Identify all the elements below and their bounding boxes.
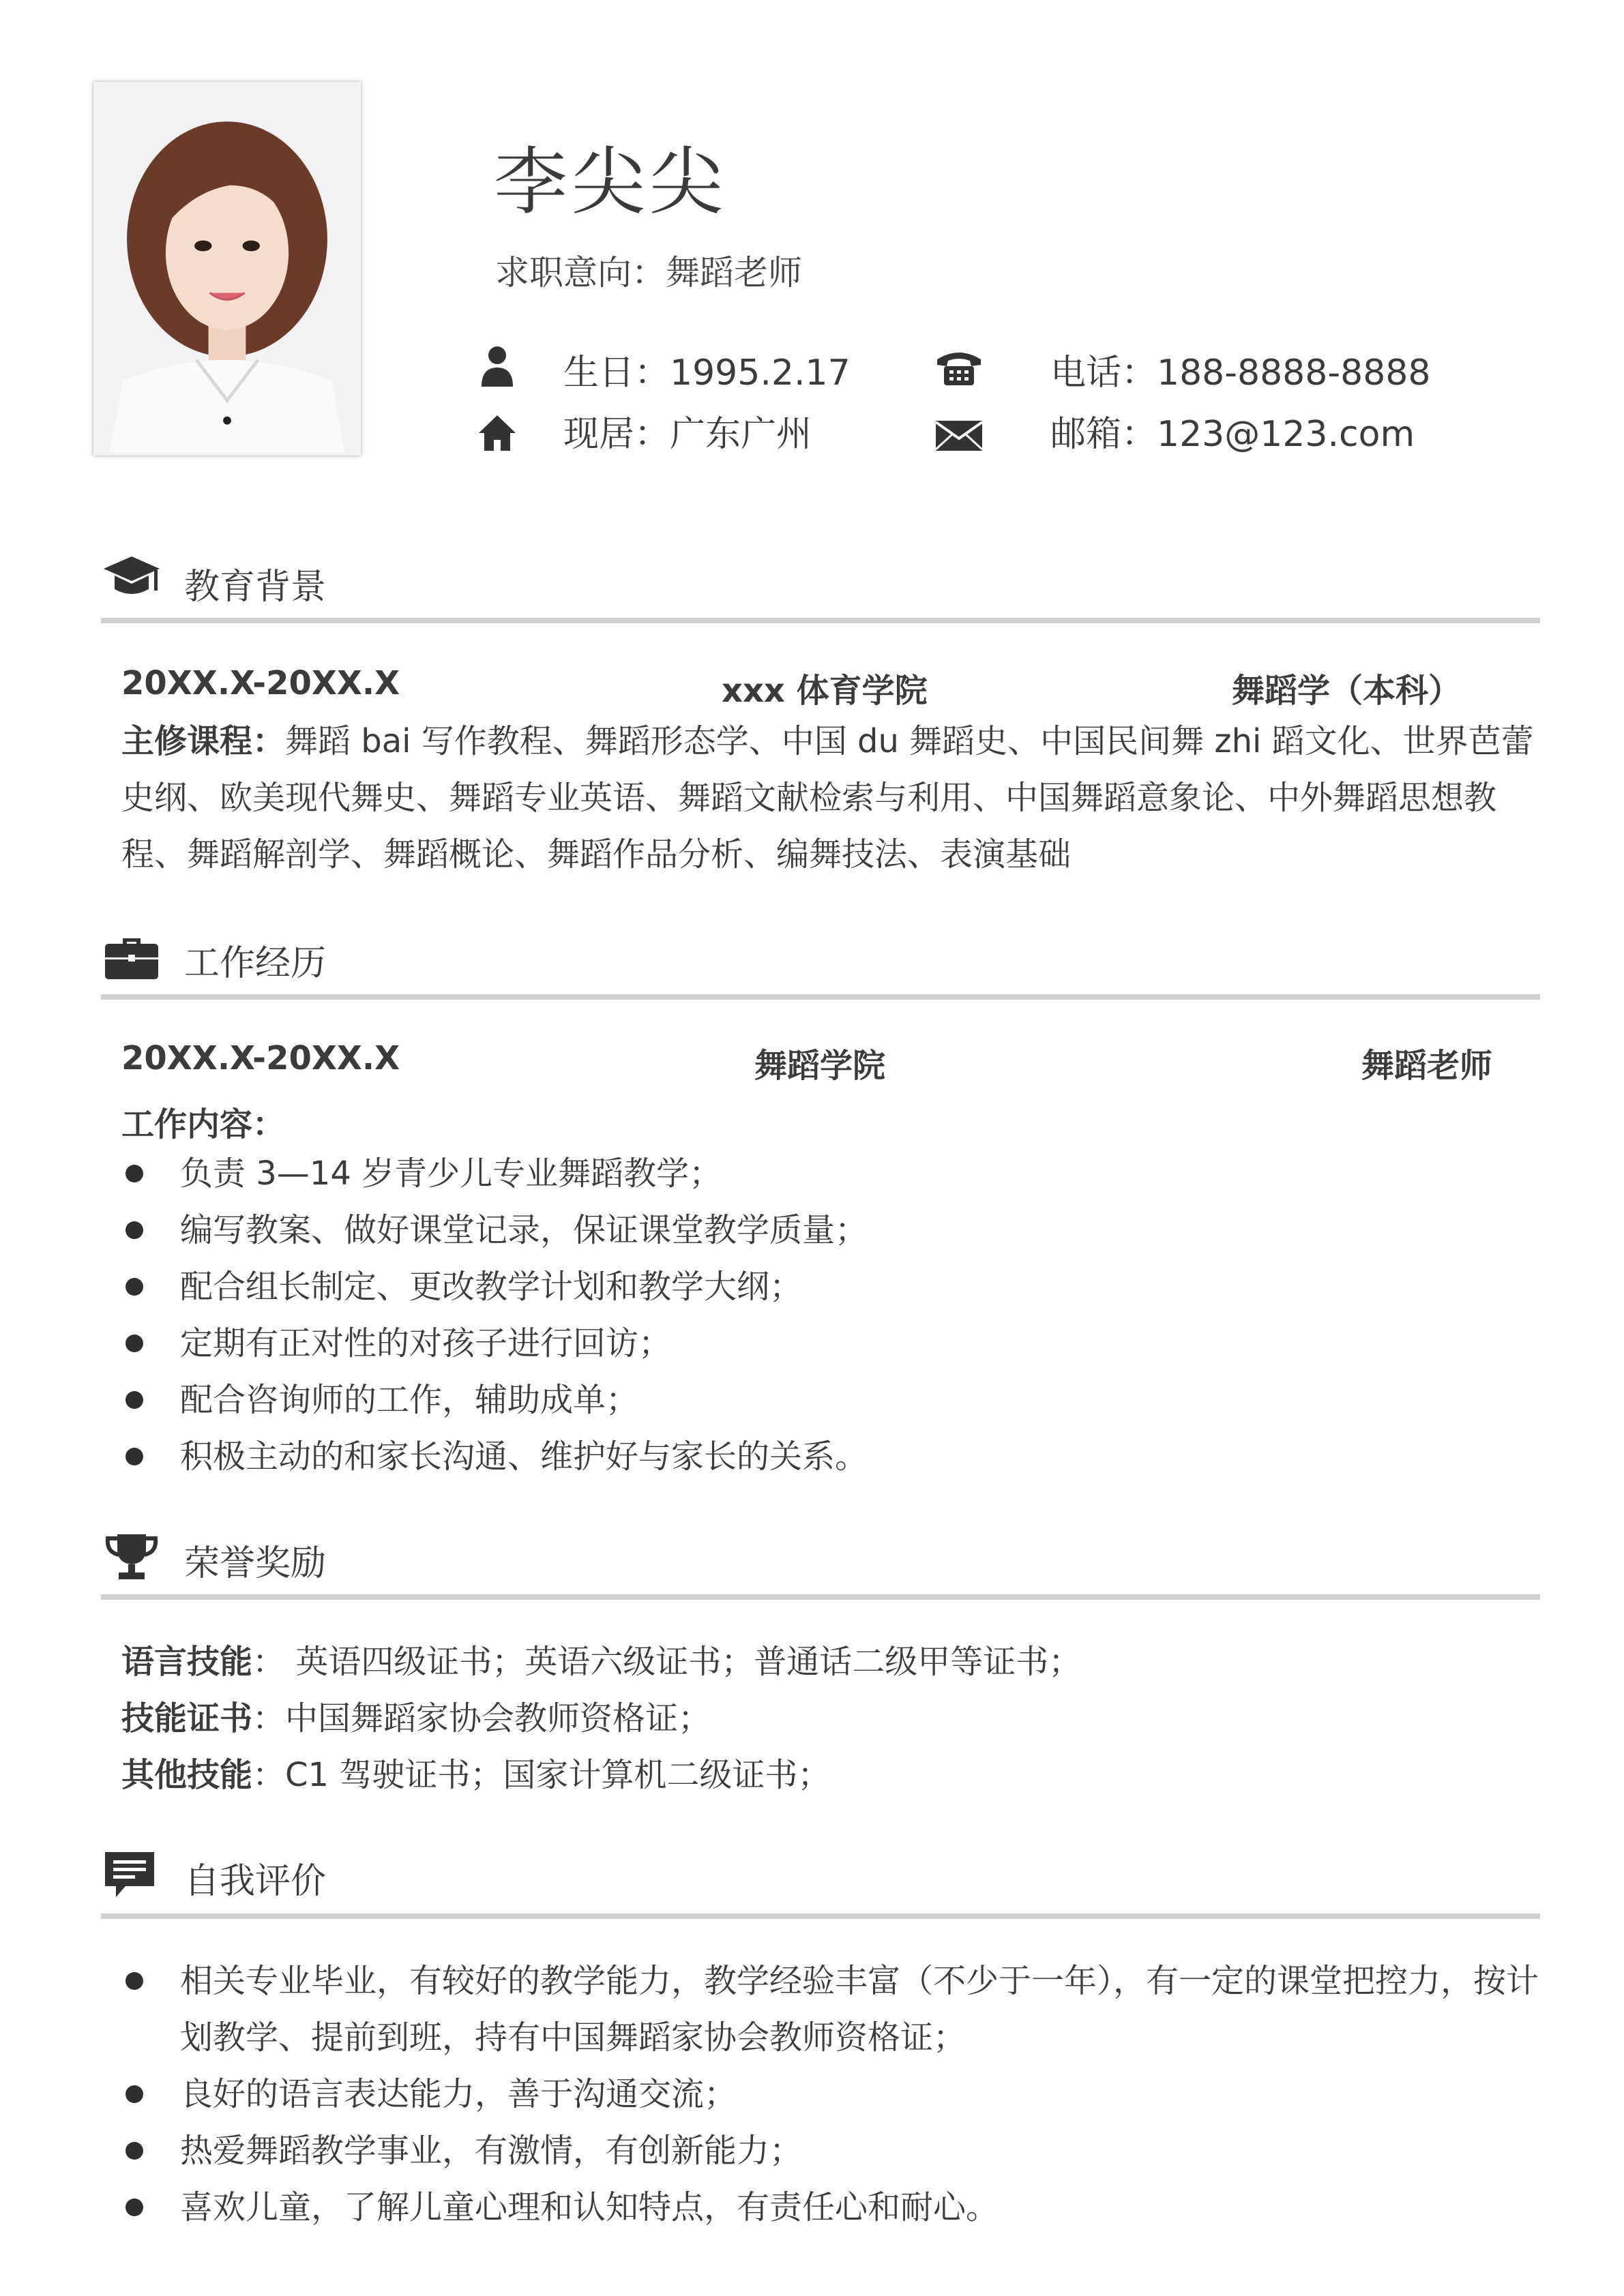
list-item: 热爱舞蹈教学事业，有激情，有创新能力； [121, 2123, 1540, 2179]
honor-row [121, 1747, 1540, 1804]
education-major: 舞蹈学（本科） [1232, 672, 1462, 710]
current-location: 现居：广东广州 [563, 414, 812, 455]
job-intent-value: 舞蹈老师 [666, 253, 802, 293]
list-item: 良好的语言表达能力，善于沟通交流； [121, 2066, 1540, 2123]
list-item: 配合组长制定、更改教学计划和教学大纲； [121, 1259, 1540, 1315]
self-evaluation-list [121, 1953, 1540, 2236]
envelope-icon [934, 415, 984, 457]
job-intent-label: 求职意向： [495, 253, 666, 293]
honor-label: 语言技能 [121, 1643, 253, 1681]
email-address: 邮箱：123@123.com [1050, 414, 1415, 455]
birth-date: 生日：1995.2.17 [563, 353, 851, 393]
work-organization: 舞蹈学院 [754, 1047, 886, 1085]
honor-label: 技能证书 [121, 1699, 253, 1738]
list-item: 定期有正对性的对孩子进行回访； [121, 1315, 1540, 1372]
person-icon [477, 344, 517, 387]
honor-row [121, 1690, 1540, 1747]
honor-row [121, 1634, 1540, 1690]
trophy-icon [102, 1532, 161, 1583]
section-divider [101, 1913, 1540, 1919]
home-icon [477, 411, 517, 453]
honor-text: ：中国舞蹈家协会教师资格证； [252, 1699, 711, 1738]
profile-photo [93, 82, 361, 456]
telephone-icon [934, 346, 984, 388]
courses-text: 舞蹈 bai 写作教程、舞蹈形态学、中国 du 舞蹈史、中国民间舞 zhi 蹈文化、世界芭蕾史纲、欧美现代舞史、舞蹈专业英语、舞蹈文献检索与利用、中国舞蹈意象论、中外舞蹈思想教程、舞蹈解剖学、舞蹈概论、舞蹈作品分析、编舞技法、表演基础 [121, 722, 1534, 874]
work-position: 舞蹈老师 [1361, 1047, 1493, 1085]
education-courses [121, 713, 1540, 883]
graduation-cap-icon [102, 554, 161, 606]
section-divider [101, 618, 1540, 623]
section-title-education: 教育背景 [184, 567, 327, 608]
list-item: 负责 3—14 岁青少儿专业舞蹈教学； [121, 1146, 1540, 1202]
section-title-self-evaluation: 自我评价 [184, 1861, 327, 1902]
work-period: 20XX.X-20XX.X [121, 1039, 400, 1077]
list-item: 喜欢儿童，了解儿童心理和认知特点，有责任心和耐心。 [121, 2179, 1540, 2236]
education-period: 20XX.X-20XX.X [121, 664, 400, 702]
work-duties-list [121, 1146, 1540, 1485]
briefcase-icon [102, 931, 161, 983]
candidate-name: 李尖尖 [494, 140, 728, 225]
list-item: 编写教案、做好课堂记录，保证课堂教学质量； [121, 1202, 1540, 1259]
chat-bubble-icon [102, 1849, 161, 1901]
courses-label: 主修课程： [121, 722, 286, 760]
phone-number: 电话：188-8888-8888 [1050, 353, 1431, 393]
honor-label: 其他技能 [121, 1756, 253, 1794]
job-intent [495, 245, 802, 295]
list-item: 积极主动的和家长沟通、维护好与家长的关系。 [121, 1429, 1540, 1485]
education-school: xxx 体育学院 [722, 672, 928, 710]
honor-text: ：C1 驾驶证书；国家计算机二级证书； [252, 1756, 831, 1794]
section-title-work: 工作经历 [184, 943, 327, 984]
work-content-label: 工作内容： [121, 1105, 286, 1144]
honors-list [121, 1634, 1540, 1804]
section-divider [101, 994, 1540, 1000]
section-title-honors: 荣誉奖励 [184, 1543, 327, 1584]
list-item: 相关专业毕业，有较好的教学能力，教学经验丰富（不少于一年），有一定的课堂把控力，按计划教学、提前到班，持有中国舞蹈家协会教师资格证； [121, 1953, 1540, 2066]
honor-text: ： 英语四级证书；英语六级证书；普通话二级甲等证书； [252, 1643, 1082, 1681]
list-item: 配合咨询师的工作，辅助成单； [121, 1372, 1540, 1429]
section-divider [101, 1594, 1540, 1600]
